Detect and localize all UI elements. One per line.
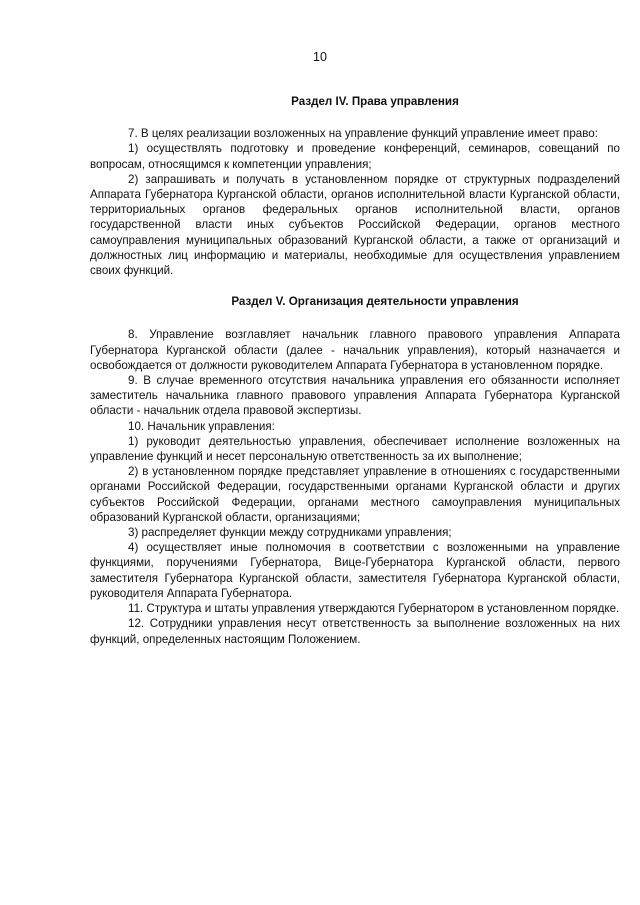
paragraph-12: 12. Сотрудники управления несут ответственность за выполнение возложенных на них функций, определенных настоящим Положением. [90, 617, 620, 646]
section-4-title: Раздел IV. Права управления [291, 95, 459, 108]
page-number: 10 [313, 50, 327, 64]
paragraph-11: 11. Структура и штаты управления утверждаются Губернатором в установленном порядке. [128, 602, 620, 616]
paragraph-10-item-3: 3) распределяет функции между сотрудниками управления; [128, 526, 452, 540]
paragraph-7-item-1: 1) осуществлять подготовку и проведение конференций, семинаров, совещаний по вопросам, относящимся к компетенции управления; [90, 142, 620, 171]
paragraph-7-item-2: 2) запрашивать и получать в установленном порядке от структурных подразделений Аппарата Губернатора Курганской области, органов исполнительной власти Курганской области, территориальных органов федеральных органов исполнительной власти, органов государственной власти иных субъектов Российской Федерации, органов местного самоуправления муниципальных образований Курганской области, а также от организаций и должностных лиц информацию и материалы, необходимые для осуществления управлением своих функций. [90, 172, 620, 278]
paragraph-9: 9. В случае временного отсутствия начальника управления его обязанности исполняет заместитель начальника главного правового управления Аппарата Губернатора Курганской области - начальник отдела правовой экспертизы. [90, 374, 620, 418]
paragraph-10-item-1: 1) руководит деятельностью управления, обеспечивает исполнение возложенных на управление функций и несет персональную ответственность за их выполнение; [90, 434, 620, 464]
paragraph-10-item-2: 2) в установленном порядке представляет управление в отношениях с государственными органами Российской Федерации, государственными органами Курганской области и других субъектов Российской Федерации, органами местного самоуправления муниципальных образований Курганской области, организациями; [90, 465, 620, 524]
section-5-title: Раздел V. Организация деятельности управления [231, 295, 519, 309]
paragraph-7: 7. В целях реализации возложенных на управление функций управление имеет право: [128, 127, 598, 141]
paragraph-10: 10. Начальник управления: [128, 419, 275, 433]
document-body [90, 94, 620, 647]
paragraph-10-item-4: 4) осуществляет иные полномочия в соответствии с возложенными на управление функциями, поручениями Губернатора, Вице-Губернатора Курганской области, первого заместителя Губернатора Курганской области, заместителя Губернатора Курганской области, руководителя Аппарата Губернатора. [90, 541, 620, 600]
paragraph-8: 8. Управление возглавляет начальник главного правового управления Аппарата Губернатора Курганской области (далее - начальник управления), который назначается и освобождается от должности руководителем Аппарата Губернатора в установленном порядке. [90, 328, 620, 372]
